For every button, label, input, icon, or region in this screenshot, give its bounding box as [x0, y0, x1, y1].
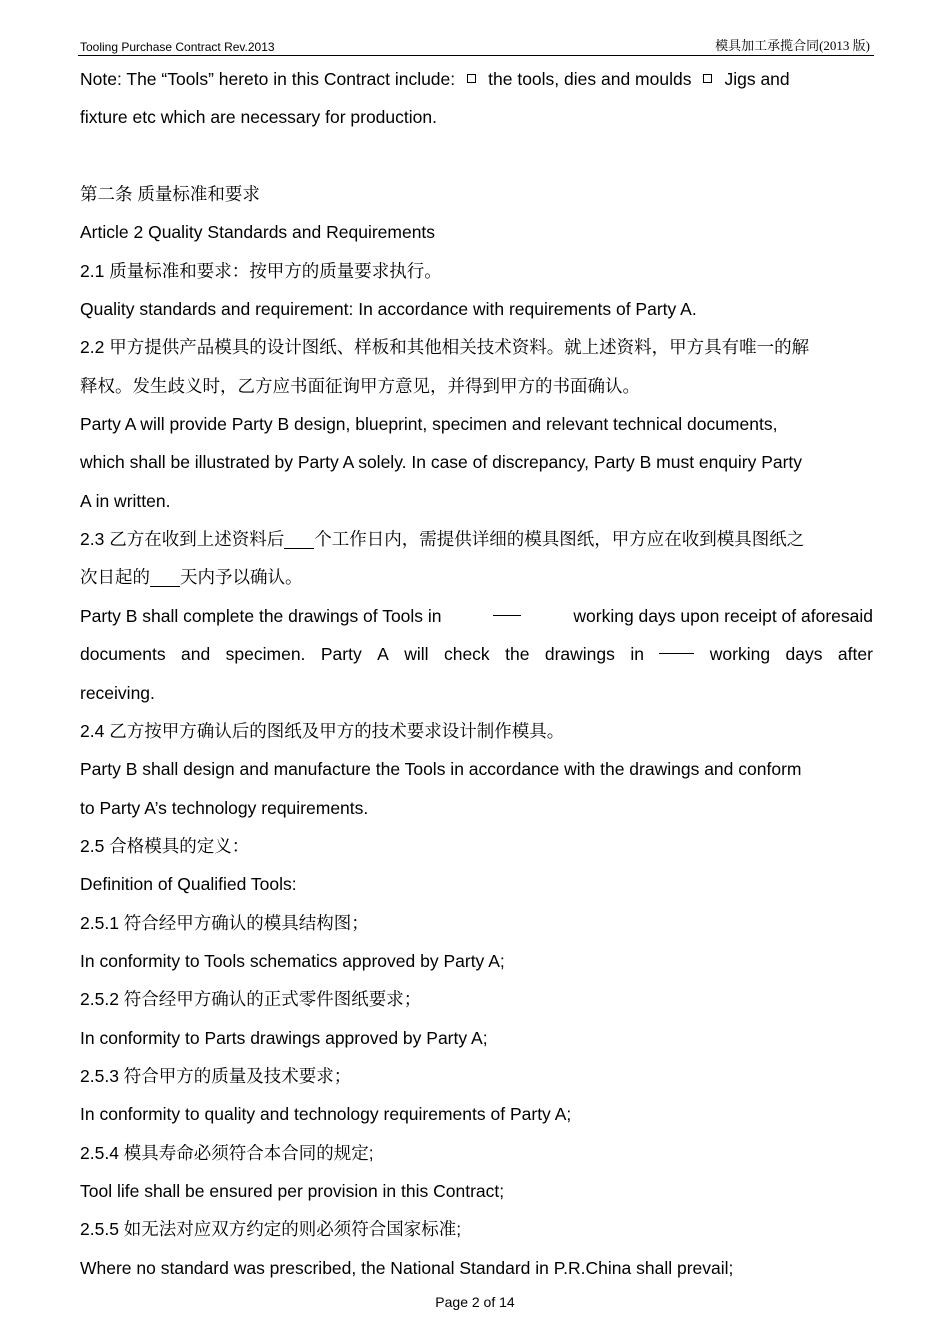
document-body [80, 60, 873, 1287]
word: check [443, 644, 490, 665]
clause-2-2-en-2: which shall be illustrated by Party A solely. In case of discrepancy, Party B must enquiry Party [80, 452, 803, 473]
word: days [785, 644, 823, 665]
word: working [709, 644, 771, 665]
clause-2-3-cn-2 [80, 558, 873, 596]
article-title-cn: 第二条 质量标准和要求 [80, 184, 260, 205]
clause-2-5-5-cn: 2.5.5 如无法对应双方约定的则必须符合国家标准; [80, 1219, 462, 1240]
word: and [181, 644, 211, 665]
clause-2-5-2-en: In conformity to Parts drawings approved by Party A; [80, 1027, 488, 1048]
article-title-en: Article 2 Quality Standards and Requirements [80, 222, 436, 243]
note-text-2: the tools, dies and moulds [488, 69, 692, 89]
word: will [404, 644, 429, 665]
blank-field-drawing-days[interactable] [493, 597, 521, 616]
clause-2-1-cn: 2.1 质量标准和要求：按甲方的质量要求执行。 [80, 260, 442, 281]
checkbox-jigs-icon[interactable] [703, 74, 712, 83]
blank-field-confirm-days[interactable] [150, 568, 180, 587]
spacer [80, 137, 873, 175]
clause-2-2-cn-2: 释权。发生歧义时，乙方应书面征询甲方意见，并得到甲方的书面确认。 [80, 375, 640, 396]
word: after [837, 644, 873, 665]
clause-2-5-en: Definition of Qualified Tools: [80, 874, 297, 895]
clause-2-5-1-cn: 2.5.1 符合经甲方确认的模具结构图； [80, 912, 369, 933]
header-right-title: 模具加工承揽合同(2013 版) [715, 38, 870, 53]
header-divider [78, 55, 874, 56]
clause-2-5-1-en: In conformity to Tools schematics approved by Party A; [80, 950, 505, 971]
clause-2-4-en-2: to Party A’s technology requirements. [80, 797, 369, 818]
word: in [630, 644, 644, 665]
clause-2-3-cn-2b: 天内予以确认。 [180, 567, 303, 588]
word: documents [80, 644, 166, 665]
clause-2-4-en-1: Party B shall design and manufacture the Tools in accordance with the drawings and conform [80, 759, 802, 780]
clause-2-2-cn-1: 2.2 甲方提供产品模具的设计图纸、样板和其他相关技术资料。就上述资料，甲方具有唯一的解 [80, 337, 810, 358]
word: specimen. [225, 644, 306, 665]
blank-field-working-days[interactable] [284, 530, 314, 549]
note-line-1 [80, 60, 873, 98]
clause-2-3-en-2 [80, 635, 873, 673]
clause-2-3-cn-2a: 次日起的 [80, 567, 150, 588]
checkbox-tools-icon[interactable] [467, 74, 476, 83]
clause-2-2-en-3: A in written. [80, 490, 171, 511]
header-left-title: Tooling Purchase Contract Rev.2013 [80, 40, 275, 54]
clause-2-3-cn-1a: 2.3 乙方在收到上述资料后 [80, 529, 285, 550]
clause-2-4-cn: 2.4 乙方按甲方确认后的图纸及甲方的技术要求设计制作模具。 [80, 720, 565, 741]
note-text-3: Jigs and [724, 69, 790, 89]
word: A [377, 644, 389, 665]
clause-2-3-en-1b: working days upon receipt of aforesaid [573, 605, 873, 626]
clause-2-3-cn-1b: 个工作日内，需提供详细的模具图纸，甲方应在收到模具图纸之 [314, 529, 805, 550]
clause-2-5-3-cn: 2.5.3 符合甲方的质量及技术要求； [80, 1065, 352, 1086]
clause-2-3-en-1a: Party B shall complete the drawings of Tools in [80, 605, 442, 626]
note-text-1: Note: The “Tools” hereto in this Contract include: [80, 69, 456, 89]
word: the [505, 644, 530, 665]
blank-field-check-days[interactable] [659, 635, 694, 654]
clause-2-5-5-en: Where no standard was prescribed, the National Standard in P.R.China shall prevail; [80, 1257, 734, 1278]
clause-2-5-cn: 2.5 合格模具的定义： [80, 835, 250, 856]
clause-2-1-en: Quality standards and requirement: In accordance with requirements of Party A. [80, 299, 697, 320]
word: drawings [544, 644, 615, 665]
clause-2-3-cn-1 [80, 520, 873, 558]
clause-2-3-en-3: receiving. [80, 682, 155, 703]
clause-2-3-en-1 [80, 597, 873, 635]
note-line-2: fixture etc which are necessary for production. [80, 107, 437, 128]
page-number: Page 2 of 14 [435, 1294, 515, 1310]
clause-2-5-3-en: In conformity to quality and technology requirements of Party A; [80, 1104, 572, 1125]
clause-2-5-4-cn: 2.5.4 模具寿命必须符合本合同的规定; [80, 1142, 374, 1163]
clause-2-5-4-en: Tool life shall be ensured per provision in this Contract; [80, 1180, 505, 1201]
clause-2-2-en-1: Party A will provide Party B design, blueprint, specimen and relevant technical documents, [80, 414, 778, 435]
word: Party [320, 644, 362, 665]
clause-2-5-2-cn: 2.5.2 符合经甲方确认的正式零件图纸要求； [80, 989, 422, 1010]
